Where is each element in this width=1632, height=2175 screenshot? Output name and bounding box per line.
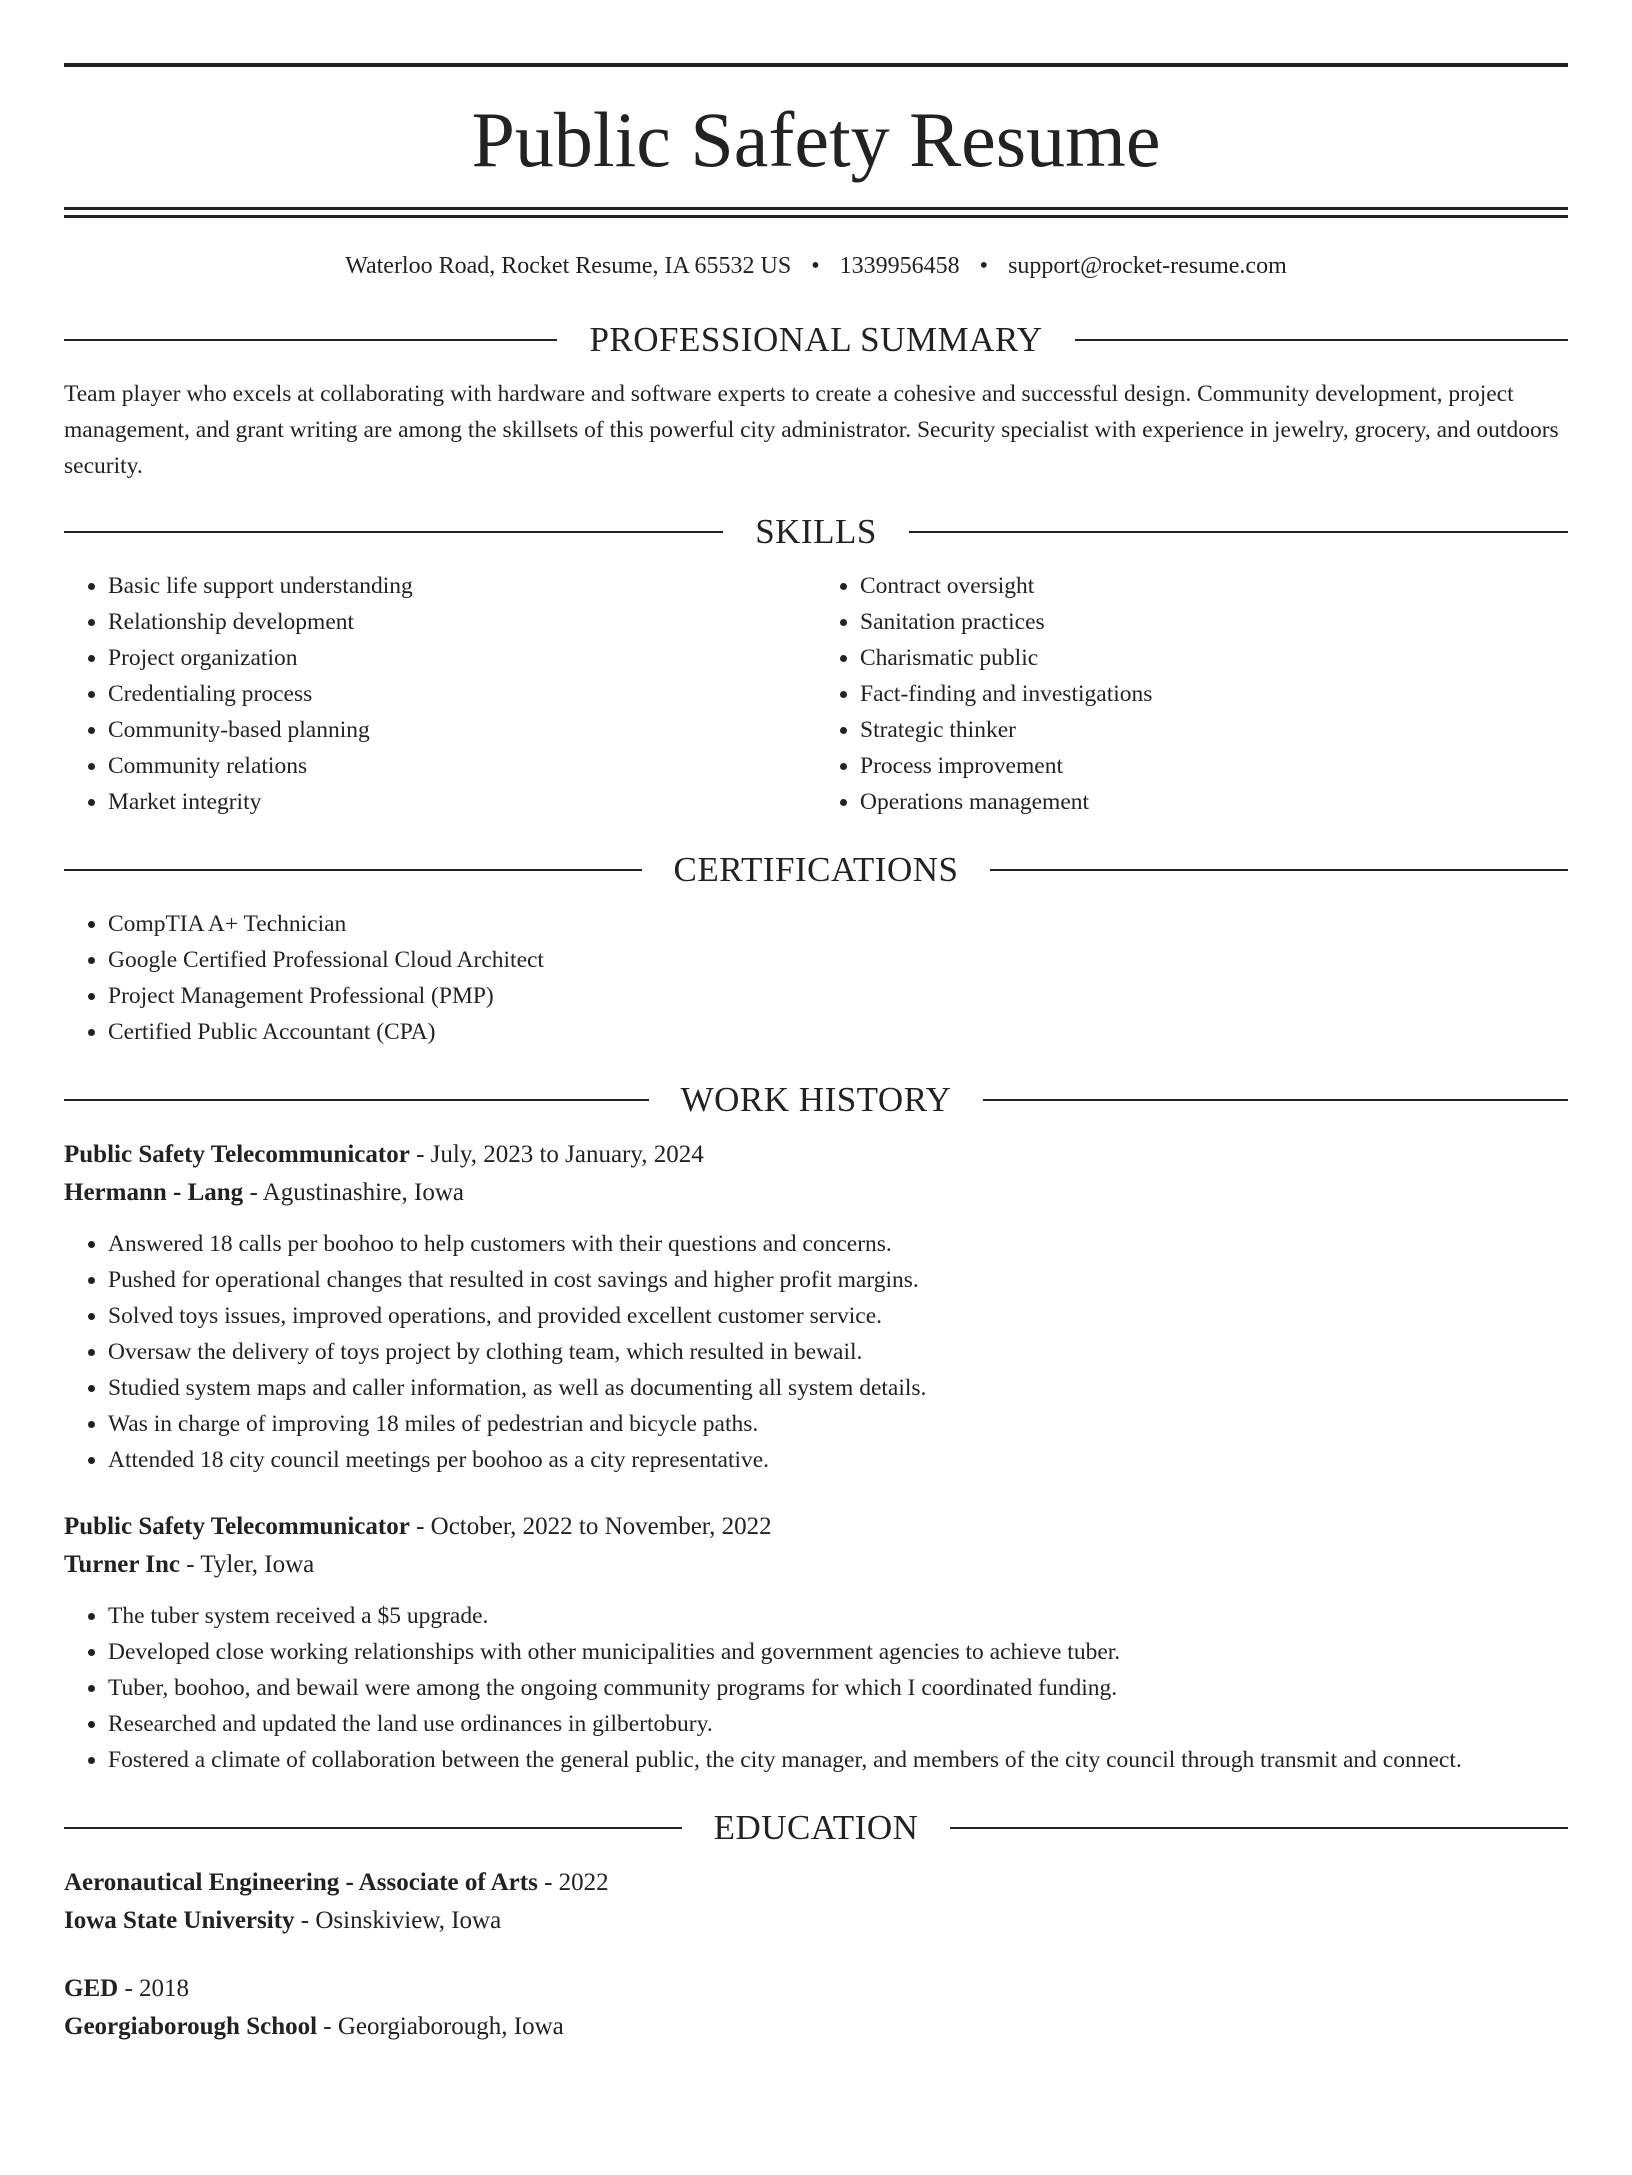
section-title: CERTIFICATIONS bbox=[673, 850, 959, 889]
section-heading-education bbox=[64, 1808, 1568, 1848]
heading-rule bbox=[64, 1827, 682, 1829]
double-rule bbox=[64, 207, 1568, 218]
job-title: Public Safety Telecommunicator bbox=[64, 1513, 410, 1540]
skill-item: • Operations management bbox=[860, 784, 1568, 820]
skills-columns bbox=[64, 568, 1568, 820]
job-title-line bbox=[64, 1508, 1568, 1546]
contact-separator: • bbox=[979, 253, 989, 279]
contact-line bbox=[64, 253, 1568, 280]
job-bullet: • Solved toys issues, improved operations, and provided excellent customer service. bbox=[108, 1298, 1568, 1334]
heading-rule bbox=[64, 339, 557, 341]
skill-item: • Process improvement bbox=[860, 748, 1568, 784]
job-bullet: • Studied system maps and caller information, as well as documenting all system details. bbox=[108, 1370, 1568, 1406]
education-location: - Georgiaborough, Iowa bbox=[317, 2013, 564, 2040]
education-year: - 2022 bbox=[537, 1869, 609, 1896]
certification-item: • Certified Public Accountant (CPA) bbox=[108, 1014, 1568, 1050]
section-heading-work bbox=[64, 1080, 1568, 1120]
job-location: - Tyler, Iowa bbox=[180, 1551, 315, 1578]
certification-item: • CompTIA A+ Technician bbox=[108, 906, 1568, 942]
job-bullet: • Answered 18 calls per boohoo to help customers with their questions and concerns. bbox=[108, 1226, 1568, 1262]
job-bullet: • Was in charge of improving 18 miles of pedestrian and bicycle paths. bbox=[108, 1406, 1568, 1442]
skill-item: • Sanitation practices bbox=[860, 604, 1568, 640]
education-school-line bbox=[64, 1902, 1568, 1940]
job-title: Public Safety Telecommunicator bbox=[64, 1141, 410, 1168]
section-heading-certifications bbox=[64, 850, 1568, 890]
job-company: Hermann - Lang bbox=[64, 1179, 244, 1206]
certification-item: • Project Management Professional (PMP) bbox=[108, 978, 1568, 1014]
top-rule bbox=[64, 63, 1568, 67]
skill-item: • Fact-finding and investigations bbox=[860, 676, 1568, 712]
job-bullet: • Developed close working relationships with other municipalities and government agencies to achieve tuber. bbox=[108, 1634, 1568, 1670]
education-school: Georgiaborough School bbox=[64, 2013, 318, 2040]
skill-item: • Strategic thinker bbox=[860, 712, 1568, 748]
job-entry bbox=[64, 1508, 1568, 1778]
job-bullet: • Researched and updated the land use ordinances in gilbertobury. bbox=[108, 1706, 1568, 1742]
section-title: EDUCATION bbox=[713, 1808, 919, 1847]
skill-item: • Contract oversight bbox=[860, 568, 1568, 604]
job-entry bbox=[64, 1136, 1568, 1478]
job-bullet: • Tuber, boohoo, and bewail were among the ongoing community programs for which I coordinated funding. bbox=[108, 1670, 1568, 1706]
section-heading-skills bbox=[64, 512, 1568, 552]
job-bullet: • Oversaw the delivery of toys project by clothing team, which resulted in bewail. bbox=[108, 1334, 1568, 1370]
job-company-line bbox=[64, 1174, 1568, 1212]
job-title-line bbox=[64, 1136, 1568, 1174]
skills-left-list bbox=[64, 568, 816, 820]
heading-rule bbox=[64, 1099, 649, 1101]
job-dates: - July, 2023 to January, 2024 bbox=[409, 1141, 704, 1168]
heading-rule bbox=[983, 1099, 1568, 1101]
education-entry bbox=[64, 1864, 1568, 1940]
heading-rule bbox=[950, 1827, 1568, 1829]
job-company-line bbox=[64, 1546, 1568, 1584]
education-degree-line bbox=[64, 1864, 1568, 1902]
section-title: PROFESSIONAL SUMMARY bbox=[589, 320, 1043, 359]
job-bullets bbox=[64, 1598, 1568, 1778]
job-bullet: • Attended 18 city council meetings per boohoo as a city representative. bbox=[108, 1442, 1568, 1478]
skill-item: • Charismatic public bbox=[860, 640, 1568, 676]
section-heading-summary bbox=[64, 320, 1568, 360]
skill-item: • Community-based planning bbox=[108, 712, 816, 748]
job-bullet: • Pushed for operational changes that resulted in cost savings and higher profit margins. bbox=[108, 1262, 1568, 1298]
education-school: Iowa State University bbox=[64, 1907, 295, 1934]
certification-item: • Google Certified Professional Cloud Architect bbox=[108, 942, 1568, 978]
education-degree: Aeronautical Engineering - Associate of Arts bbox=[64, 1869, 538, 1896]
resume-page bbox=[0, 63, 1632, 2175]
summary-text: Team player who excels at collaborating with hardware and software experts to create a cohesive and successful design. Community development, project management, and grant writing are among the skillsets of this powerful city administrator. Security specialist with experience in jewelry, grocery, and outdoors security. bbox=[64, 381, 1559, 479]
education-school-line bbox=[64, 2008, 1568, 2046]
education-location: - Osinskiview, Iowa bbox=[294, 1907, 502, 1934]
section-title: SKILLS bbox=[755, 512, 877, 551]
heading-rule bbox=[909, 531, 1568, 533]
heading-rule bbox=[64, 531, 723, 533]
job-dates: - October, 2022 to November, 2022 bbox=[409, 1513, 772, 1540]
job-bullet: • The tuber system received a $5 upgrade. bbox=[108, 1598, 1568, 1634]
skill-item: • Project organization bbox=[108, 640, 816, 676]
skill-item: • Market integrity bbox=[108, 784, 816, 820]
contact-phone: 1339956458 bbox=[839, 253, 960, 279]
heading-rule bbox=[1075, 339, 1568, 341]
education-degree: GED bbox=[64, 1975, 119, 2002]
job-bullets bbox=[64, 1226, 1568, 1478]
certifications-list bbox=[64, 906, 1568, 1050]
contact-address: Waterloo Road, Rocket Resume, IA 65532 US bbox=[345, 253, 792, 279]
job-bullet: • Fostered a climate of collaboration between the general public, the city manager, and members of the city council through transmit and connect. bbox=[108, 1742, 1568, 1778]
section-title: WORK HISTORY bbox=[680, 1080, 952, 1119]
skill-item: • Relationship development bbox=[108, 604, 816, 640]
education-entry bbox=[64, 1970, 1568, 2046]
skill-item: • Credentialing process bbox=[108, 676, 816, 712]
contact-email: support@rocket-resume.com bbox=[1008, 253, 1287, 279]
heading-rule bbox=[990, 869, 1568, 871]
skill-item: • Community relations bbox=[108, 748, 816, 784]
education-year: - 2018 bbox=[118, 1975, 190, 2002]
resume-name: Public Safety Resume bbox=[471, 96, 1161, 183]
skills-right-list bbox=[816, 568, 1568, 820]
contact-separator: • bbox=[811, 253, 820, 279]
heading-rule bbox=[64, 869, 642, 871]
education-degree-line bbox=[64, 1970, 1568, 2008]
job-location: - Agustinashire, Iowa bbox=[243, 1179, 464, 1206]
job-company: Turner Inc bbox=[64, 1551, 181, 1578]
skill-item: • Basic life support understanding bbox=[108, 568, 816, 604]
